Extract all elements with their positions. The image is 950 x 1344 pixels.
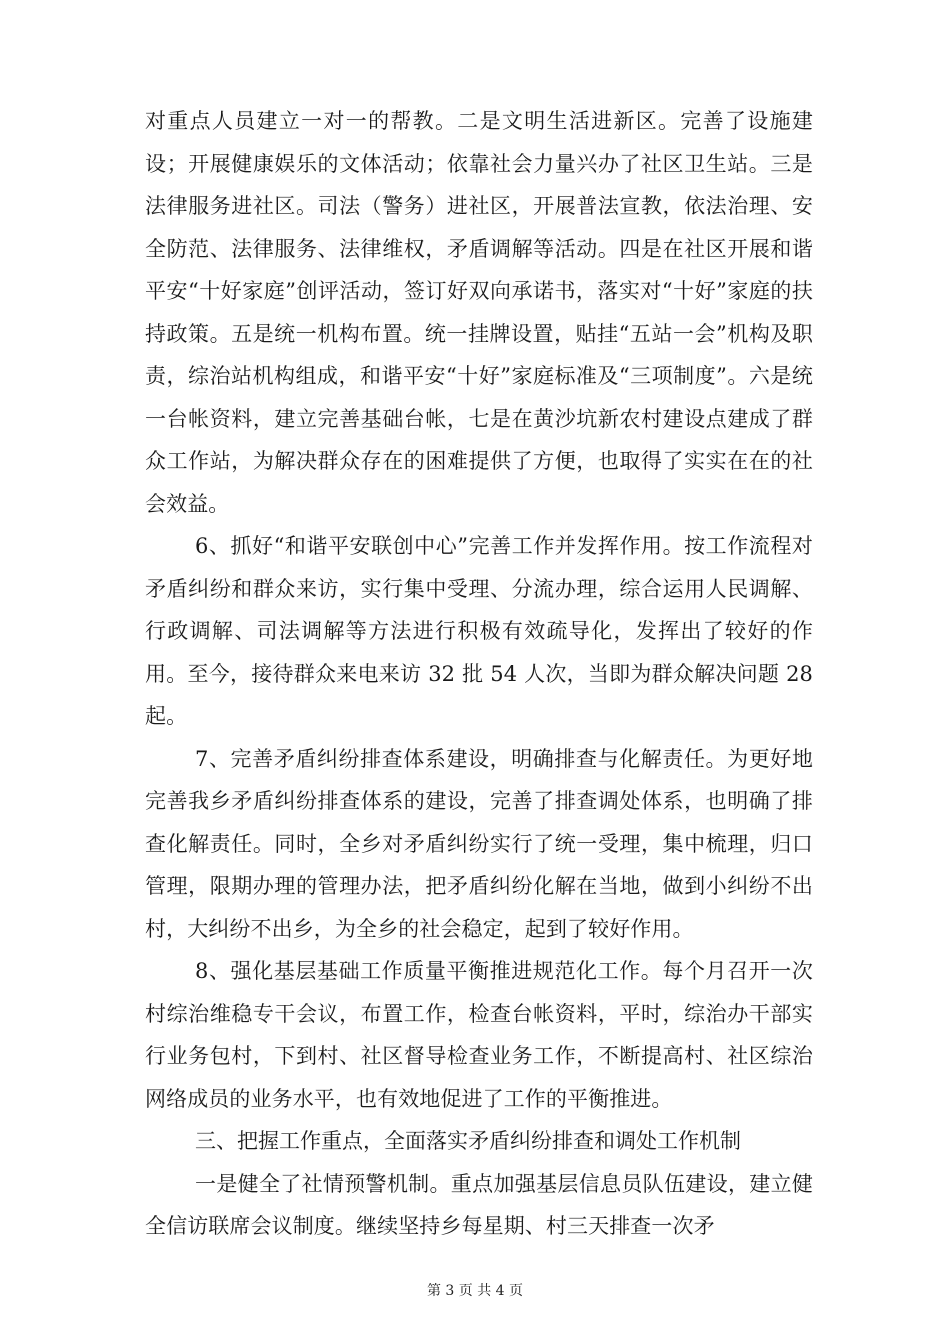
paragraph-item-6: 6、抓好“和谐平安联创中心”完善工作并发挥作用。按工作流程对矛盾纠纷和群众来访，实行集中受理、分流办理，综合运用人民调解、行政调解、司法调解等方法进行积极有效疏导化，发挥出了较好的作用。至今，接待群众来电来访 32 批 54 人次，当即为群众解决问题 28 起。 (145, 534, 813, 728)
section-heading: 三、把握工作重点，全面落实矛盾纠纷排查和调处工作机制 (195, 1129, 741, 1153)
paragraph-item-7: 7、完善矛盾纠纷排查体系建设，明确排查与化解责任。为更好地完善我乡矛盾纠纷排查体系的建设，完善了排查调处体系，也明确了排查化解责任。同时，全乡对矛盾纠纷实行了统一受理，集中梳理，归口管理，限期办理的管理办法，把矛盾纠纷化解在当地，做到小纠纷不出村，大纠纷不出乡，为全乡的社会稳定，起到了较好作用。 (145, 746, 813, 941)
paragraph-section-3-first: 一是健全了社情预警机制。重点加强基层信息员队伍建设，建立健全信访联席会议制度。继续坚持乡每星期、村三天排查一次矛 (145, 1171, 813, 1238)
document-page (145, 100, 813, 1248)
paragraph-continuation: 对重点人员建立一对一的帮教。二是文明生活进新区。完善了设施建设；开展健康娱乐的文体活动；依靠社会力量兴办了社区卫生站。三是法律服务进社区。司法（警务）进社区，开展普法宣教，依法治理、安全防范、法律服务、法律维权，矛盾调解等活动。四是在社区开展和谐平安“十好家庭”创评活动，签订好双向承诺书，落实对“十好”家庭的扶持政策。五是统一机构布置。统一挂牌设置，贴挂“五站一会”机构及职责，综治站机构组成，和谐平安“十好”家庭标准及“三项制度”。六是统一台帐资料，建立完善基础台帐，七是在黄沙坑新农村建设点建成了群众工作站，为解决群众存在的困难提供了方便，也取得了实实在在的社会效益。 (145, 109, 813, 516)
page-number-footer: 第 3 页 共 4 页 (426, 1283, 524, 1299)
paragraph-item-8: 8、强化基层基础工作质量平衡推进规范化工作。每个月召开一次村综治维稳专干会议，布置工作，检查台帐资料，平时，综治办干部实行业务包村，下到村、社区督导检查业务工作，不断提高村、社区综治网络成员的业务水平，也有效地促进了工作的平衡推进。 (145, 959, 813, 1111)
